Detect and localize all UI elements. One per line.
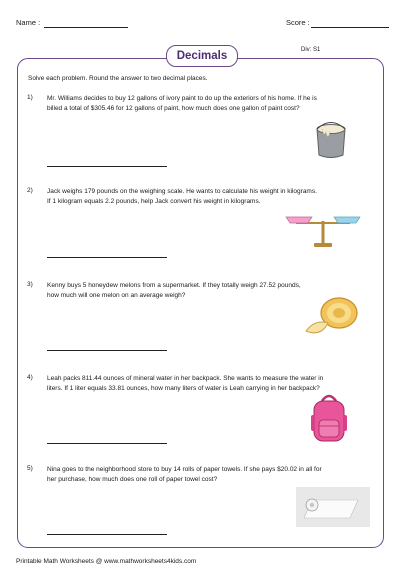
score-label: Score : — [286, 18, 310, 27]
question-text — [47, 94, 377, 114]
question-text — [47, 374, 377, 394]
question-line: billed a total of $305.46 for 12 gallons of paint, how much does one gallon of paint cost? — [47, 105, 300, 112]
melon-icon — [303, 293, 361, 341]
question-line: how much will one melon on an average weigh? — [47, 292, 186, 299]
backpack-icon — [309, 393, 349, 447]
question-number: 5) — [27, 465, 33, 472]
question-number: 4) — [27, 374, 33, 381]
paper-towel-icon — [296, 487, 370, 527]
question-line: Mr. Williams decides to buy 12 gallons of ivory paint to do up the exteriors of his home. If he is — [47, 95, 317, 102]
question-number: 2) — [27, 187, 33, 194]
question-number: 1) — [27, 94, 33, 101]
title-badge — [166, 45, 238, 67]
instructions: Solve each problem. Round the answer to two decimal places. — [28, 75, 208, 82]
score-line[interactable] — [311, 27, 389, 28]
question-text — [47, 187, 377, 207]
balance-scale-icon — [284, 211, 362, 249]
question-line: Nina goes to the neighborhood store to buy 14 rolls of paper towels. If she pays $20.02 in all for — [47, 466, 322, 473]
question-text — [47, 465, 377, 485]
question-line: her purchase, how much does one roll of paper towel cost? — [47, 476, 218, 483]
question-number: 3) — [27, 281, 33, 288]
question-line: Kenny buys 5 honeydew melons from a supermarket. If they totally weigh 27.52 pounds, — [47, 282, 301, 289]
answer-line[interactable] — [47, 257, 167, 258]
worksheet-title: Decimals — [176, 50, 228, 62]
paint-bucket-icon — [312, 117, 350, 161]
question-line: If 1 kilogram equals 2.2 pounds, help Jack convert his weight in kilograms. — [47, 198, 261, 205]
question-line: Jack weighs 179 pounds on the weighing scale. He wants to calculate his weight in kilograms. — [47, 188, 317, 195]
div-label: Div: S1 — [301, 47, 321, 53]
question-line: Leah packs 811.44 ounces of mineral water in her backpack. She wants to measure the water in — [47, 375, 324, 382]
name-line[interactable] — [44, 27, 128, 28]
answer-line[interactable] — [47, 534, 167, 535]
question-line: liters. If 1 liter equals 33.81 ounces, how many liters of water is Leah carrying in her backpack? — [47, 385, 320, 392]
answer-line[interactable] — [47, 443, 167, 444]
footer-credit: Printable Math Worksheets @ www.mathworksheets4kids.com — [16, 558, 197, 565]
answer-line[interactable] — [47, 166, 167, 167]
answer-line[interactable] — [47, 350, 167, 351]
name-label: Name : — [16, 18, 41, 27]
